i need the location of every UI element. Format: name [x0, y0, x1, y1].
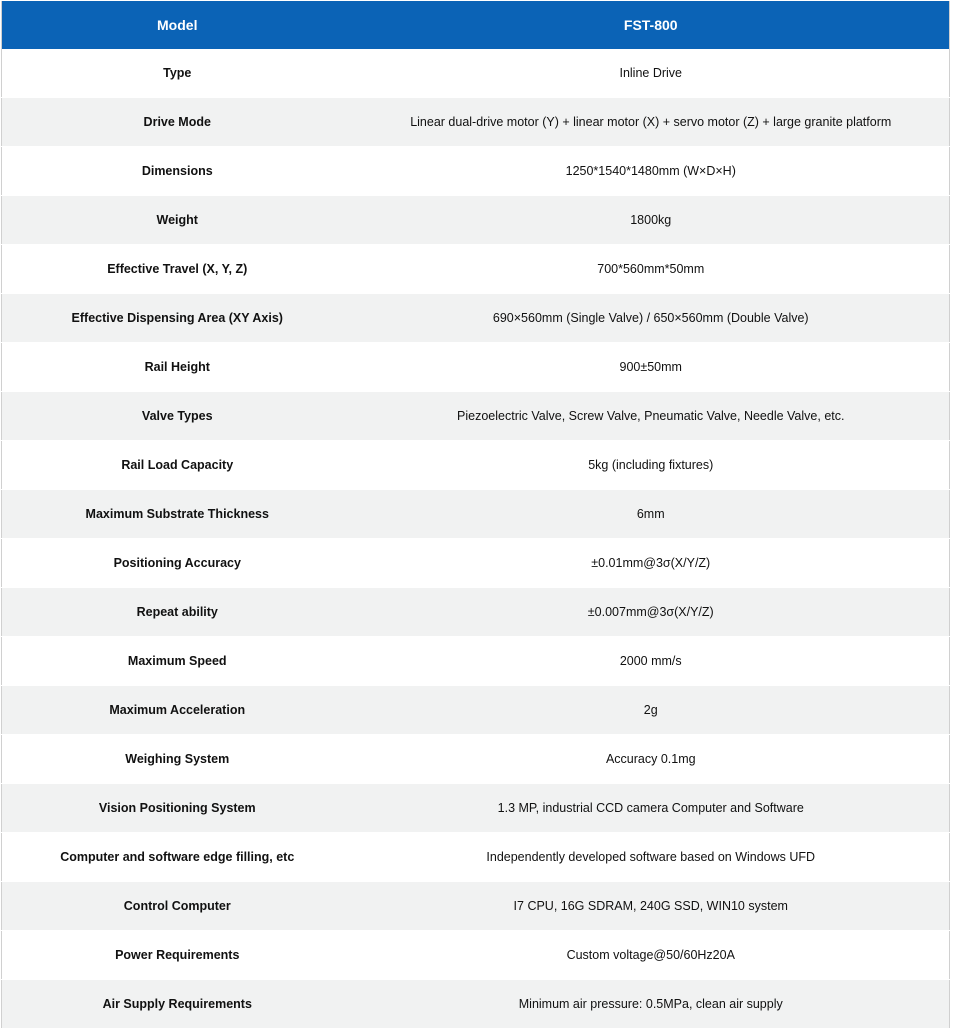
- table-row: [2, 735, 950, 784]
- row-label: Maximum Substrate Thickness: [2, 490, 353, 539]
- row-label: Effective Dispensing Area (XY Axis): [2, 294, 353, 343]
- row-label: Weight: [2, 196, 353, 245]
- table-header: [2, 1, 950, 49]
- row-value: I7 CPU, 16G SDRAM, 240G SSD, WIN10 system: [353, 882, 950, 931]
- row-label: Computer and software edge filling, etc: [2, 833, 353, 882]
- row-label: Dimensions: [2, 147, 353, 196]
- header-value: FST-800: [353, 1, 950, 49]
- row-label: Rail Load Capacity: [2, 441, 353, 490]
- row-value: 690×560mm (Single Valve) / 650×560mm (Double Valve): [353, 294, 950, 343]
- spec-table: [1, 1, 950, 1029]
- header-row: [2, 1, 950, 49]
- row-value: Custom voltage@50/60Hz20A: [353, 931, 950, 980]
- row-label: Power Requirements: [2, 931, 353, 980]
- row-label: Rail Height: [2, 343, 353, 392]
- table-row: [2, 343, 950, 392]
- row-value: Accuracy 0.1mg: [353, 735, 950, 784]
- row-label: Control Computer: [2, 882, 353, 931]
- table-row: [2, 637, 950, 686]
- row-label: Effective Travel (X, Y, Z): [2, 245, 353, 294]
- table-row: [2, 882, 950, 931]
- row-value: Piezoelectric Valve, Screw Valve, Pneumatic Valve, Needle Valve, etc.: [353, 392, 950, 441]
- table-row: [2, 196, 950, 245]
- row-value: 2000 mm/s: [353, 637, 950, 686]
- table-row: [2, 686, 950, 735]
- row-value: 1800kg: [353, 196, 950, 245]
- table-row: [2, 490, 950, 539]
- row-value: Inline Drive: [353, 49, 950, 98]
- table-body: [2, 49, 950, 1029]
- table-row: [2, 49, 950, 98]
- table-row: [2, 833, 950, 882]
- table-row: [2, 931, 950, 980]
- row-value: ±0.007mm@3σ(X/Y/Z): [353, 588, 950, 637]
- row-value: 1.3 MP, industrial CCD camera Computer and Software: [353, 784, 950, 833]
- row-label: Vision Positioning System: [2, 784, 353, 833]
- table-row: [2, 294, 950, 343]
- row-label: Weighing System: [2, 735, 353, 784]
- row-label: Positioning Accuracy: [2, 539, 353, 588]
- row-label: Air Supply Requirements: [2, 980, 353, 1029]
- row-label: Drive Mode: [2, 98, 353, 147]
- row-value: 2g: [353, 686, 950, 735]
- row-value: ±0.01mm@3σ(X/Y/Z): [353, 539, 950, 588]
- row-value: 6mm: [353, 490, 950, 539]
- table-row: [2, 392, 950, 441]
- row-label: Valve Types: [2, 392, 353, 441]
- table-row: [2, 245, 950, 294]
- row-label: Maximum Acceleration: [2, 686, 353, 735]
- header-label: Model: [2, 1, 353, 49]
- row-label: Type: [2, 49, 353, 98]
- table-row: [2, 784, 950, 833]
- row-value: 5kg (including fixtures): [353, 441, 950, 490]
- table-row: [2, 441, 950, 490]
- row-label: Maximum Speed: [2, 637, 353, 686]
- table-row: [2, 147, 950, 196]
- table-row: [2, 588, 950, 637]
- row-value: Independently developed software based on Windows UFD: [353, 833, 950, 882]
- table-row: [2, 98, 950, 147]
- row-value: Minimum air pressure: 0.5MPa, clean air supply: [353, 980, 950, 1029]
- table-row: [2, 980, 950, 1029]
- row-value: Linear dual-drive motor (Y) + linear motor (X) + servo motor (Z) + large granite platform: [353, 98, 950, 147]
- row-value: 700*560mm*50mm: [353, 245, 950, 294]
- table-row: [2, 539, 950, 588]
- row-value: 1250*1540*1480mm (W×D×H): [353, 147, 950, 196]
- row-value: 900±50mm: [353, 343, 950, 392]
- row-label: Repeat ability: [2, 588, 353, 637]
